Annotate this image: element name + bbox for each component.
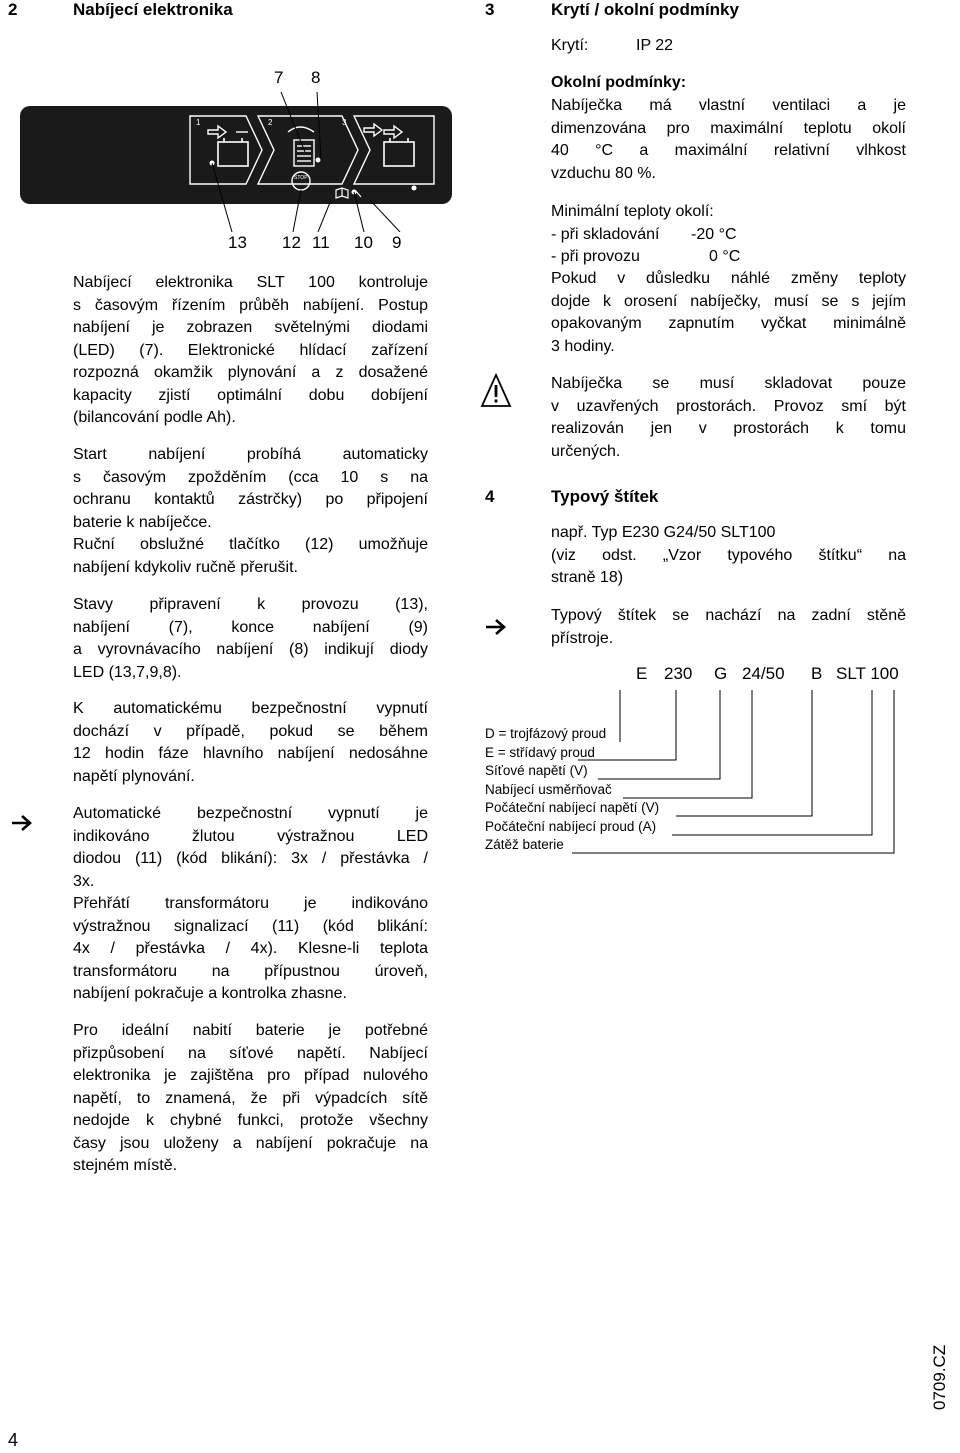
- paragraph-warning-led: Automatické bezpečnostní vypnutí je indikováno žlutou výstražnou LED diodou (11) (kód blikání): 3x / přestávka / 3x. Přehřátí transformátoru je indikováno výstražnou signalizací (11) (kód blikání: 4x / přestávka / 4x). Klesne-li teplota transformátoru na přípustnou úroveň, nabíjení pokračuje a kontrolka zhasne.: [73, 805, 428, 1002]
- section-4-number: 4: [485, 487, 495, 506]
- note-arrow-icon-right: [482, 612, 512, 642]
- callout-12: 12: [282, 233, 301, 252]
- section-2-title: Nabíjecí elektronika: [73, 0, 233, 19]
- legend-item: D = trojfázový proud: [485, 726, 607, 741]
- paragraph-states: Stavy připravení k provozu (13), nabíjení (7), konce nabíjení (9) a vyrovnávacího nabíjení (8) indikují diody LED (13,7,9,8).: [73, 596, 428, 681]
- led-end: [412, 186, 417, 191]
- type-code-24-50: 24/50: [742, 664, 785, 683]
- stop-label: STOP: [294, 175, 308, 181]
- callout-11: 11: [312, 233, 330, 252]
- legend-item: Nabíjecí usměrňovač: [485, 781, 612, 797]
- charger-panel: [20, 106, 452, 204]
- legend-item: Zátěž baterie: [485, 837, 564, 852]
- type-code-e: E: [636, 664, 648, 683]
- callout-9: 9: [392, 233, 402, 252]
- charger-panel-diagram: [18, 92, 460, 232]
- callout-7: 7: [274, 68, 284, 87]
- doc-code: 0709.CZ: [930, 1344, 949, 1410]
- env-paragraph: Nabíječka má vlastní ventilaci a je dimenzována pro maximální teplotu okolí 40 °C a maximální relativní vlhkost vzduchu 80 %.: [551, 97, 906, 182]
- legend-item: Počáteční nabíjecí proud (A): [485, 818, 657, 834]
- page-number: 4: [8, 1430, 19, 1450]
- condensation-paragraph: Pokud v důsledku náhlé změny teploty dojde k orosení nabíječky, musí se s jejím opakovaným zapnutím vyčkat minimálně 3 hodiny.: [551, 270, 906, 355]
- type-code-legend: [485, 725, 659, 855]
- section-3-number: 3: [485, 0, 495, 19]
- legend-item: Počáteční nabíjecí napětí (V): [485, 800, 660, 815]
- temp-operation-label: - při provozu: [551, 248, 640, 265]
- note-arrow-icon: [8, 808, 38, 838]
- paragraph-start: Start nabíjení probíhá automaticky s časovým zpožděním (cca 10 s na ochranu kontaktů zástrčky) po připojení baterie k nabíječce. Ruční obslužné tlačítko (12) umožňuje nabíjení kdykoliv ručně přerušit.: [73, 446, 428, 576]
- paragraph-intro: Nabíjecí elektronika SLT 100 kontroluje s časovým řízením průběh nabíjení. Postup nabíjení je zobrazen světelnými diodami (LED) (7). Elektronické hlídací zařízení rozpozná okamžik plynování a z dosažené kapacity zjistí optimální dobu dobíjení (bilancování podle Ah).: [73, 274, 428, 426]
- step-2-label: 2: [268, 118, 273, 127]
- section-4-title: Typový štítek: [551, 487, 659, 506]
- step-3-label: 3: [342, 118, 347, 127]
- legend-item: E = střídavý proud: [485, 744, 595, 760]
- protection-value: IP 22: [636, 37, 674, 54]
- legend-item: Síťové napětí (V): [485, 763, 588, 778]
- warning-icon: [480, 372, 512, 412]
- temp-block: Minimální teploty okolí: - při skladování -20 °C - při provozu 0 °C: [551, 201, 906, 269]
- paragraph-safety-off: K automatickému bezpečnostní vypnutí dochází v případě, pokud se během 12 hodin fáze hlavního nabíjení nedosáhne napětí plynování.: [73, 700, 428, 785]
- temp-storage-label: - při skladování: [551, 225, 660, 243]
- type-code-b: B: [811, 664, 823, 683]
- step-1-label: 1: [196, 118, 201, 127]
- callout-10: 10: [354, 233, 373, 252]
- paragraph-network: Pro ideální nabití baterie je potřebné přizpůsobení na síťové napětí. Nabíjecí elektronika je zajištěna pro případ nulového napětí, to znamená, že při výpadcích sítě nedojde k chybné funkci, protože všechny časy jsou uloženy a nabíjení pokračuje na stejném místě.: [73, 1022, 428, 1174]
- type-code-slt: SLT 100: [836, 664, 899, 683]
- example-paragraph: např. Typ E230 G24/50 SLT100 (viz odst. „Vzor typového štítku“ na straně 18): [551, 524, 906, 586]
- led-equalize: [316, 158, 321, 163]
- protection-label: Krytí:: [551, 37, 589, 54]
- env-heading: Okolní podmínky:: [551, 74, 687, 91]
- callout-13: 13: [228, 233, 247, 252]
- type-code-230: 230: [664, 664, 693, 683]
- temp-storage-value: -20 °C: [691, 225, 737, 243]
- section-2-number: 2: [8, 0, 18, 19]
- warning-paragraph: Nabíječka se musí skladovat pouze v uzavřených prostorách. Provoz smí být realizován jen v prostorách k tomu určených.: [551, 375, 906, 460]
- temp-operation-value: 0 °C: [709, 248, 741, 265]
- note-paragraph: Typový štítek se nachází na zadní stěně přístroje.: [551, 607, 906, 647]
- section-3-title: Krytí / okolní podmínky: [551, 0, 739, 19]
- callout-8: 8: [311, 68, 321, 87]
- type-code-g: G: [714, 664, 728, 683]
